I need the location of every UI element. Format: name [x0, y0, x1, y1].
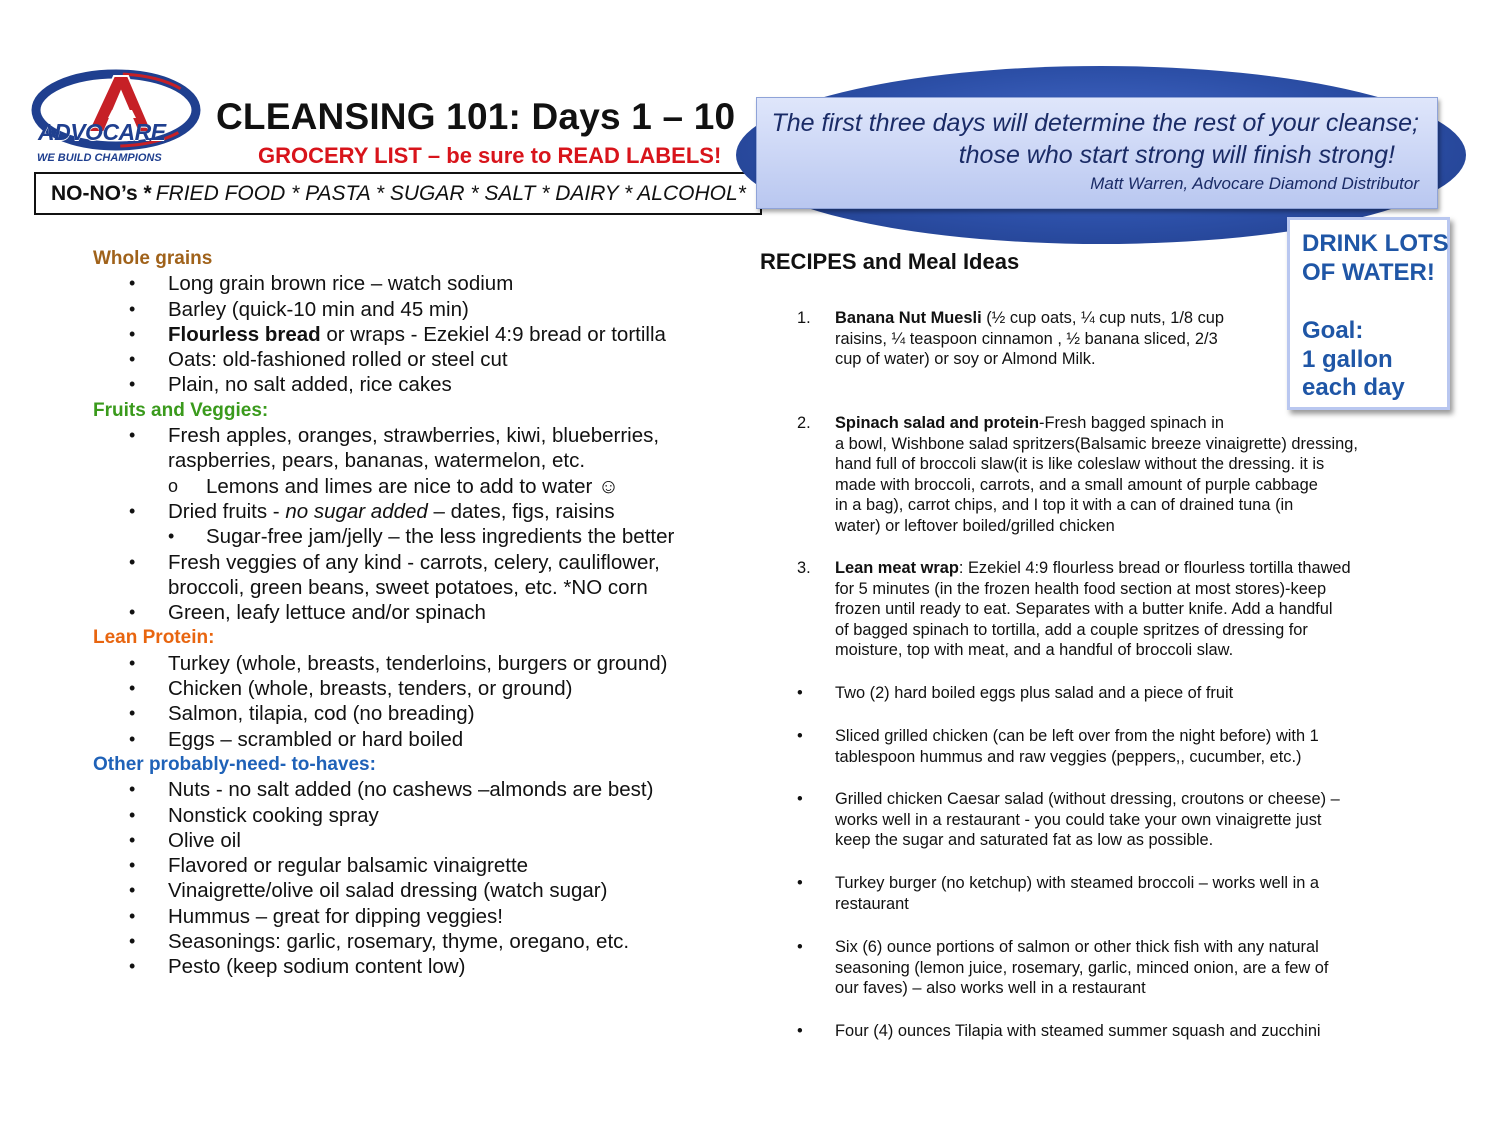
list-item: • Plain, no salt added, rice cakes: [129, 373, 452, 397]
water-line-3: Goal:: [1302, 317, 1364, 344]
other-heading: Other probably-need- to-haves:: [93, 753, 376, 775]
logo-tagline: WE BUILD CHAMPIONS: [37, 152, 162, 164]
list-item: • Long grain brown rice – watch sodium: [129, 272, 514, 296]
list-item: • Eggs – scrambled or hard boiled: [129, 727, 464, 751]
whole-grains-heading: Whole grains: [93, 248, 213, 269]
list-item: • Chicken (whole, breasts, tenders, or ground): [129, 677, 573, 701]
list-item: • Flavored or regular balsamic vinaigrette: [129, 854, 529, 878]
water-line-2: OF WATER!: [1302, 258, 1435, 286]
quote-box: [756, 97, 1438, 209]
list-item: • Nonstick cooking spray: [129, 803, 379, 827]
list-item: • Green, leafy lettuce and/or spinach: [129, 601, 486, 625]
list-item: • Barley (quick-10 min and 45 min): [129, 297, 469, 321]
sub-list-item: o Lemons and limes are nice to add to water ☺: [168, 474, 619, 498]
page-subtitle: GROCERY LIST – be sure to READ LABELS!: [258, 143, 722, 168]
list-item: • Salmon, tilapia, cod (no breading): [129, 702, 475, 726]
no-nos-items: FRIED FOOD * PASTA * SUGAR * SALT * DAIRY * ALCOHOL*: [155, 181, 746, 205]
list-item: • Nuts - no salt added (no cashews –almonds are best): [129, 778, 654, 802]
list-item: • Vinaigrette/olive oil salad dressing (watch sugar): [129, 879, 608, 903]
list-item: • Dried fruits - no sugar added – dates, figs, raisins: [129, 499, 615, 523]
recipes-title: RECIPES and Meal Ideas: [760, 249, 1020, 274]
sub-list-item: • Sugar-free jam/jelly – the less ingredients the better: [168, 525, 675, 549]
list-item: • Turkey (whole, breasts, tenderloins, burgers or ground): [129, 651, 668, 675]
water-callout: [1287, 217, 1450, 410]
list-item: • Flourless bread or wraps - Ezekiel 4:9 bread or tortilla: [129, 322, 666, 346]
list-item: • Seasonings: garlic, rosemary, thyme, oregano, etc.: [129, 930, 630, 954]
advocare-logo: [28, 66, 204, 170]
list-item-continuation: raspberries, pears, bananas, watermelon, etc.: [168, 449, 586, 473]
quote-line-1: The first three days will determine the rest of your cleanse;: [771, 109, 1419, 137]
logo-wordmark: ADVOCARE: [38, 119, 166, 145]
list-item: • Fresh veggies of any kind - carrots, celery, cauliflower,: [129, 550, 660, 574]
list-item: • Oats: old-fashioned rolled or steel cut: [129, 348, 508, 372]
list-item-continuation: broccoli, green beans, sweet potatoes, etc. *NO corn: [168, 575, 648, 599]
list-item: • Fresh apples, oranges, strawberries, kiwi, blueberries,: [129, 424, 660, 448]
quote-line-2: those who start strong will finish strong!: [958, 141, 1395, 169]
page-title: CLEANSING 101: Days 1 – 10: [216, 96, 736, 137]
quote-attribution: Matt Warren, Advocare Diamond Distributor: [1090, 174, 1419, 193]
water-line-1: DRINK LOTS: [1302, 230, 1449, 257]
fruits-veggies-heading: Fruits and Veggies:: [93, 399, 269, 421]
no-nos-banner: [34, 172, 762, 215]
no-nos-label: NO-NO’s *: [51, 181, 152, 205]
list-item: • Olive oil: [129, 828, 241, 852]
lean-protein-heading: Lean Protein:: [93, 627, 215, 649]
list-item: • Pesto (keep sodium content low): [129, 955, 466, 979]
water-line-4: 1 gallon: [1302, 345, 1393, 373]
grocery-list: [93, 246, 733, 980]
water-line-5: each day: [1302, 374, 1405, 401]
list-item: • Hummus – great for dipping veggies!: [129, 904, 504, 928]
